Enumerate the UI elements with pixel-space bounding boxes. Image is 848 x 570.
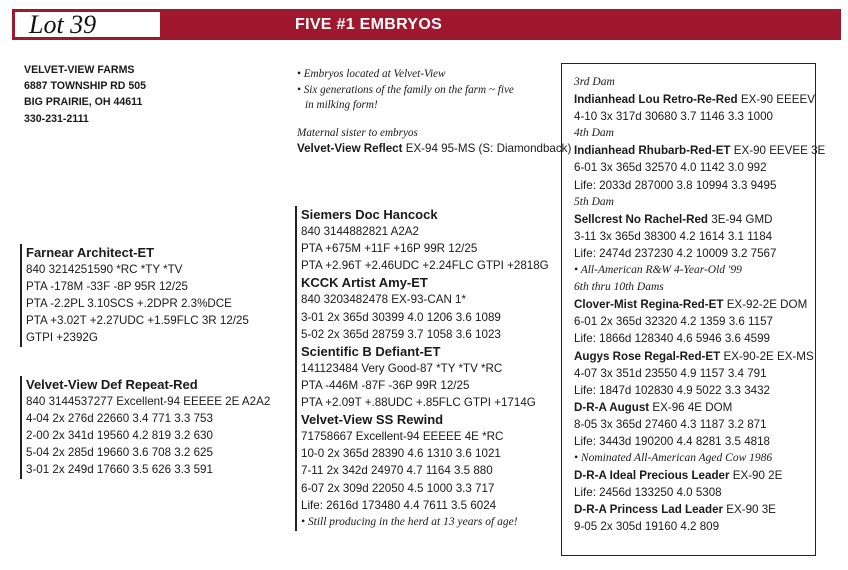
sire-block [20,244,249,347]
pedigree-line: 2-00 2x 341d 19560 4.2 819 3.2 630 [26,429,213,443]
pedigree-line: 840 3214251590 *RC *TY *TV [26,263,183,277]
pedigree-line: 3-11 3x 365d 38300 4.2 1614 3.1 1184 [574,229,773,243]
pedigree-line: 9-05 2x 305d 19160 4.2 809 [574,520,720,534]
dam-label: 6th thru 10th Dams [574,281,664,294]
animal-name: Velvet-View SS Rewind [301,412,444,428]
mid-entry-hancock [295,206,549,274]
dam-name: D-R-A Ideal Precious Leader [574,469,730,483]
pedigree-line: Life: 2616d 173480 4.4 7611 3.5 6024 [301,498,497,512]
farm-city: BIG PRAIRIE, OH 44611 [24,96,143,109]
dam-header [574,296,825,313]
dam-header [574,399,825,416]
farm-phone: 330-231-2111 [24,112,89,125]
middle-pedigree [295,206,549,531]
pedigree-line: 71758667 Excellent-94 EEEEE 4E *RC [301,430,504,444]
sister-line [297,141,571,157]
dam-detail: EX-90 3E [726,503,776,517]
pedigree-line: 6-01 3x 365d 32570 4.0 1142 3.0 992 [574,161,767,175]
pedigree-line: 5-04 2x 285d 19660 3.6 708 3.2 625 [26,446,213,460]
dam-note: • Nominated All-American Aged Cow 1986 [574,452,773,465]
dam-name: Augys Rose Regal-Red-ET [574,349,721,363]
note-bullet: • Embryos located at Velvet-View [297,68,446,80]
animal-note: • Still producing in the herd at 13 years of age! [301,515,518,528]
mid-entry-amy [295,274,549,342]
pedigree-line: GTPI +2392G [26,331,98,345]
pedigree-line: PTA +675M +11F +16P 99R 12/25 [301,242,478,256]
dam-note: • All-American R&W 4-Year-Old '99 [574,264,742,277]
dam-detail: 3E-94 GMD [711,212,773,226]
dam-header [574,91,825,108]
dam-name: Indianhead Lou Retro-Re-Red [574,93,738,107]
animal-name: KCCK Artist Amy-ET [301,275,428,291]
dam-label: 5th Dam [574,195,614,208]
pedigree-line: 7-11 2x 342d 24970 4.7 1164 3.5 880 [301,464,493,478]
dam-label: 3rd Dam [574,76,615,88]
pedigree-line: 3-01 2x 365d 30399 4.0 1206 3.6 1089 [301,310,501,324]
pedigree-line: 4-07 3x 351d 23550 4.9 1157 3.4 791 [574,366,767,380]
farm-address: 6887 TOWNSHIP RD 505 [24,80,147,93]
pedigree-line: 6-01 2x 365d 32320 4.2 1359 3.6 1157 [574,315,773,329]
pedigree-line: 6-07 2x 309d 22050 4.5 1000 3.3 717 [301,481,495,495]
mid-entry-defiant [295,343,549,411]
pedigree-line: Life: 2474d 237230 4.2 10009 3.2 7567 [574,246,777,260]
dam-detail: EX-90 EEVEE 3E [733,144,826,158]
pedigree-line: 4-10 3x 317d 30680 3.7 1146 3.3 1000 [574,110,773,124]
pedigree-line: 10-0 2x 365d 28390 4.6 1310 3.6 1021 [301,447,501,461]
pedigree-line: PTA -178M -33F -8P 95R 12/25 [26,280,188,294]
pedigree-line: 4-04 2x 276d 22660 3.4 771 3.3 753 [26,412,213,426]
dam-label: 4th Dam [574,127,614,140]
lot-title: FIVE #1 EMBRYOS [295,16,443,33]
dam-header [574,142,825,159]
sister-caption: Maternal sister to embryos [297,126,418,139]
pedigree-line: Life: 1847d 102830 4.9 5022 3.3 3432 [574,383,770,397]
dam-lineage [574,74,825,536]
lot-number: Lot 39 [15,12,160,37]
pedigree-line: 3-01 2x 249d 17660 3.5 626 3.3 591 [26,463,213,477]
dam-detail: EX-90-2E EX-MS [723,349,814,363]
dam-header [574,211,825,228]
pedigree-line: 8-05 3x 365d 27460 4.3 1187 3.2 871 [574,417,767,431]
pedigree-line: Life: 1866d 128340 4.6 5946 3.6 4599 [574,332,770,346]
dam-detail: EX-92-2E DOM [726,298,808,312]
pedigree-line: 840 3144537277 Excellent-94 EEEEE 2E A2A2 [26,395,271,409]
pedigree-line: PTA -446M -87F -36P 99R 12/25 [301,378,470,392]
pedigree-line: Life: 2456d 133250 4.0 5308 [574,486,722,500]
pedigree-line: 840 3203482478 EX-93-CAN 1* [301,293,467,307]
lot-header [12,9,841,40]
note-bullet-cont: in milking form! [305,99,378,111]
sister-name: Velvet-View Reflect [297,142,403,155]
dam-detail: EX-96 4E DOM [652,400,733,414]
dam-header [574,348,825,365]
dam-name: Indianhead Rhubarb-Red-ET [574,144,731,158]
pedigree-line: Life: 2033d 287000 3.8 10994 3.3 9495 [574,178,777,192]
farm-contact [24,62,146,127]
dam-detail: EX-90 2E [732,469,783,483]
dam-name: D-R-A August [574,400,650,414]
pedigree-line: PTA +2.96T +2.46UDC +2.24FLC GTPI +2818G [301,259,549,273]
dam-name: Sellcrest No Rachel-Red [574,212,709,226]
pedigree-line: PTA +2.09T +.88UDC +.85FLC GTPI +1714G [301,396,536,410]
embryo-notes [297,67,571,157]
animal-name: Siemers Doc Hancock [301,207,438,222]
animal-name: Scientific B Defiant-ET [301,343,441,359]
pedigree-line: PTA -2.2PL 3.10SCS +.2DPR 2.3%DCE [26,297,232,311]
pedigree-line: 5-02 2x 365d 28759 3.7 1058 3.6 1023 [301,327,501,341]
sire-name: Farnear Architect-ET [26,245,155,260]
dam-detail: EX-90 EEEEV [740,93,815,107]
dam-header [574,501,825,518]
dam-name: Velvet-View Def Repeat-Red [26,377,198,392]
pedigree-line: PTA +3.02T +2.27UDC +1.59FLC 3R 12/25 [26,314,249,328]
dam-block [20,376,270,479]
sister-detail: EX-94 95-MS (S: Diamondback) [405,142,572,155]
note-bullet: • Six generations of the family on the farm ~ five [297,83,514,96]
pedigree-line: 141123484 Very Good-87 *TY *TV *RC [301,361,503,375]
dam-header [574,467,825,484]
pedigree-line: Life: 3443d 190200 4.4 8281 3.5 4818 [574,434,770,448]
farm-name: VELVET-VIEW FARMS [24,64,135,76]
dam-name: D-R-A Princess Lad Leader [574,503,724,517]
pedigree-line: 840 3144882821 A2A2 [301,225,419,239]
dam-name: Clover-Mist Regina-Red-ET [574,298,724,312]
mid-entry-rewind [295,411,549,531]
